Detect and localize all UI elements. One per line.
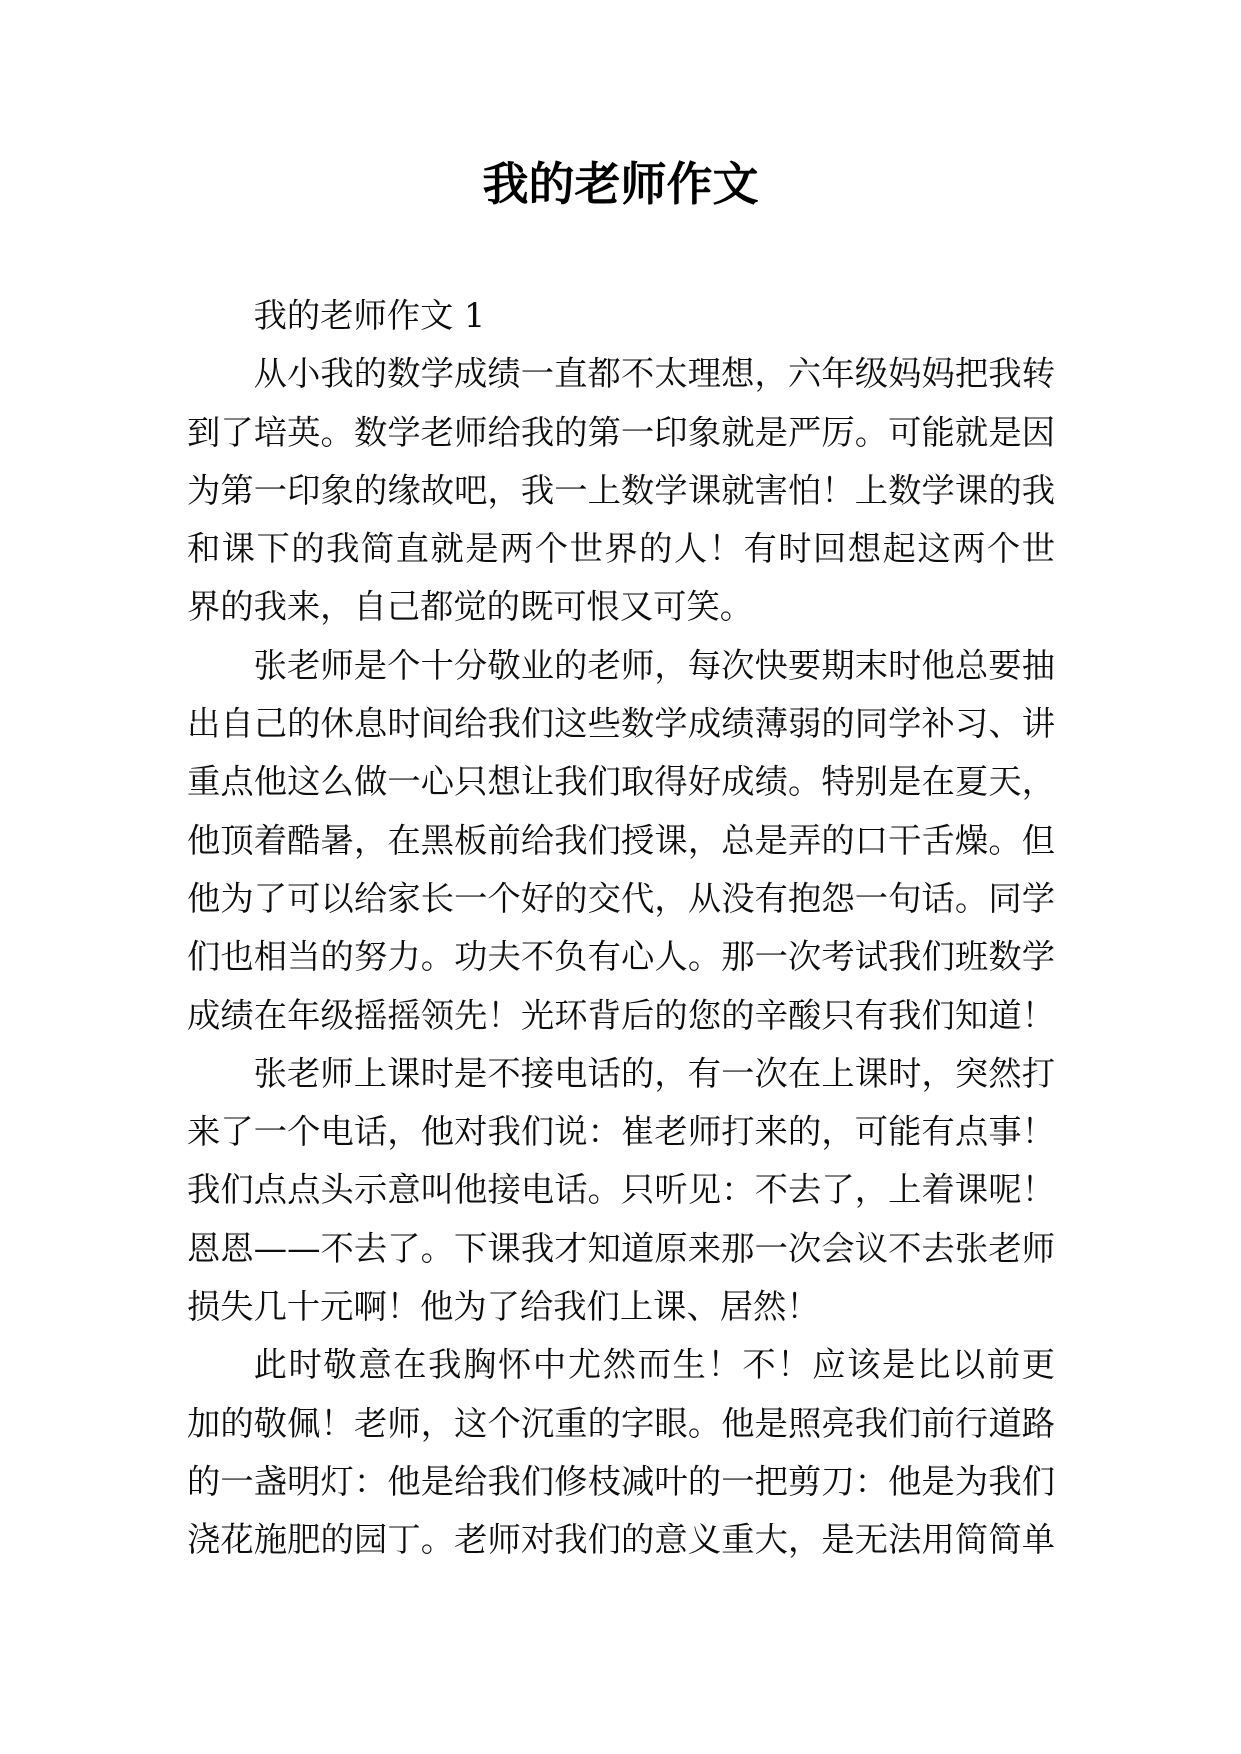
paragraph	[187, 1045, 1055, 1336]
paragraph-heading	[187, 287, 1055, 345]
text-line: 为第一印象的缘故吧，我一上数学课就害怕！上数学课的我	[187, 470, 1055, 510]
text-line: 张老师上课时是不接电话的，有一次在上课时，突然打	[253, 1053, 1055, 1093]
text-line: 出自己的休息时间给我们这些数学成绩薄弱的同学补习、讲	[187, 704, 1055, 744]
text-line: 恩恩——不去了。下课我才知道原来那一次会议不去张老师	[187, 1228, 1055, 1268]
paragraph	[187, 637, 1055, 1045]
text-line: 此时敬意在我胸怀中尤然而生！不！应该是比以前更	[253, 1345, 1055, 1385]
text-line: 他为了可以给家长一个好的交代，从没有抱怨一句话。同学	[187, 878, 1055, 918]
text-line: 我们点点头示意叫他接电话。只听见：不去了，上着课呢！	[187, 1170, 1055, 1210]
text-line: 重点他这么做一心只想让我们取得好成绩。特别是在夏天，	[187, 762, 1055, 802]
text-line: 张老师是个十分敬业的老师，每次快要期末时他总要抽	[253, 645, 1055, 685]
text-line: 们也相当的努力。功夫不负有心人。那一次考试我们班数学	[187, 937, 1055, 977]
text-line: 加的敬佩！老师，这个沉重的字眼。他是照亮我们前行道路	[187, 1403, 1055, 1443]
paragraph	[187, 1336, 1055, 1569]
text-line: 和课下的我简直就是两个世界的人！有时回想起这两个世	[187, 529, 1055, 569]
text-line: 损失几十元啊！他为了给我们上课、居然！	[187, 1287, 820, 1327]
text-line: 来了一个电话，他对我们说：崔老师打来的，可能有点事！	[187, 1112, 1055, 1152]
text-line: 浇花施肥的园丁。老师对我们的意义重大，是无法用简简单	[187, 1520, 1055, 1560]
text-line: 到了培英。数学老师给我的第一印象就是严厉。可能就是因	[187, 412, 1055, 452]
text-line: 从小我的数学成绩一直都不太理想，六年级妈妈把我转	[253, 354, 1055, 394]
text-line: 他顶着酷暑，在黑板前给我们授课，总是弄的口干舌燥。但	[187, 820, 1055, 860]
document-title: 我的老师作文	[482, 157, 759, 211]
text-line: 界的我来，自己都觉的既可恨又可笑。	[187, 587, 754, 627]
essay-subtitle: 我的老师作文 1	[253, 296, 486, 335]
paragraph	[187, 345, 1055, 636]
text-line: 的一盏明灯：他是给我们修枝减叶的一把剪刀：他是为我们	[187, 1461, 1055, 1501]
text-line: 成绩在年级摇摇领先！光环背后的您的辛酸只有我们知道！	[187, 995, 1055, 1035]
document-body	[187, 287, 1055, 1570]
